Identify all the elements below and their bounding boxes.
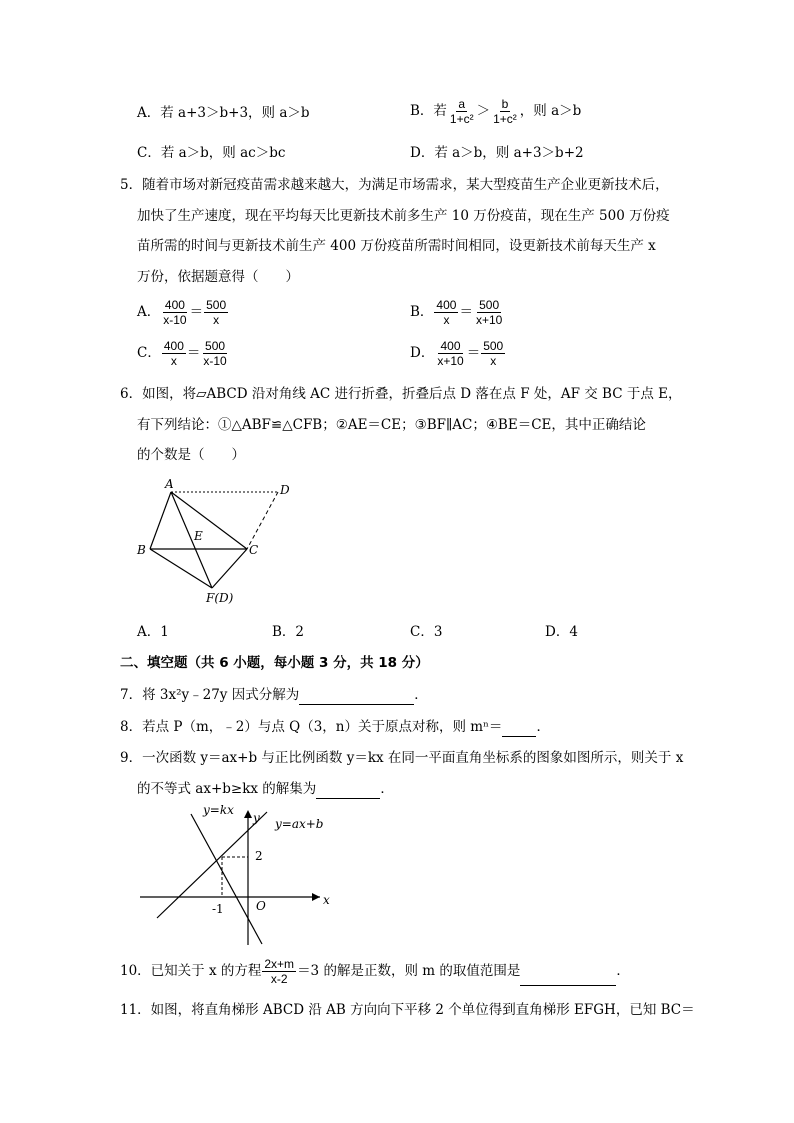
frac-numerator: b bbox=[501, 97, 509, 111]
q4-option-b-prefix: B．若 bbox=[410, 103, 447, 119]
q4-option-b bbox=[410, 97, 581, 126]
q6-option-b: B．2 bbox=[272, 624, 305, 640]
frac-numerator: 2x+m bbox=[264, 957, 295, 971]
q6-option-c: C．3 bbox=[410, 624, 443, 640]
label-y: y bbox=[253, 811, 260, 825]
q4-option-b-frac1 bbox=[448, 97, 476, 126]
label-d: D bbox=[280, 483, 290, 497]
option-label: D． bbox=[410, 345, 435, 361]
frac-numerator: 500 bbox=[205, 339, 226, 353]
label-b: B bbox=[137, 543, 146, 557]
q5-b-frac1 bbox=[434, 298, 458, 327]
frac-numerator: 500 bbox=[479, 298, 500, 312]
q4-option-b-frac2 bbox=[491, 97, 519, 126]
q8-end: ． bbox=[536, 719, 550, 735]
frac-numerator: 400 bbox=[436, 298, 457, 312]
q10-frac bbox=[262, 957, 296, 986]
q6-line-2: 有下列结论：①△ABF≌△CFB；②AE＝CE；③BF∥AC；④BE＝CE，其中正确结论 bbox=[137, 417, 646, 433]
frac-denominator: x-10 bbox=[163, 313, 187, 327]
q9-line-2 bbox=[137, 779, 394, 799]
frac-denominator: x-2 bbox=[270, 972, 288, 986]
q10-suffix: ＝3 的解是正数，则 m 的取值范围是 bbox=[297, 963, 521, 979]
q5-a-frac2 bbox=[204, 298, 228, 327]
equals-sign: ＝ bbox=[186, 345, 201, 361]
q10-answer-blank bbox=[520, 971, 616, 986]
label-origin: O bbox=[256, 899, 266, 913]
q8-text: 8．若点 P（m，﹣2）与点 Q（3，n）关于原点对称，则 mⁿ＝ bbox=[120, 719, 503, 735]
q5-b-frac2 bbox=[474, 298, 504, 327]
q6-line-1: 6．如图，将▱ABCD 沿对角线 AC 进行折叠，折叠后点 D 落在点 F 处，AF 交 BC 于点 E， bbox=[120, 386, 682, 402]
q5-option-b bbox=[410, 298, 505, 327]
frac-denominator: 1+c² bbox=[493, 112, 517, 126]
frac-denominator: x bbox=[443, 313, 450, 327]
label-neg-one: -1 bbox=[212, 902, 224, 916]
q6-option-d: D．4 bbox=[545, 624, 578, 640]
q6-fold-figure bbox=[130, 474, 305, 609]
q10 bbox=[120, 957, 630, 986]
equals-sign: ＝ bbox=[466, 345, 481, 361]
label-x: x bbox=[323, 893, 330, 907]
q9-line-1: 9．一次函数 y＝ax+b 与正比例函数 y＝kx 在同一平面直角坐标系的图象如图所示，则关于 x bbox=[120, 750, 684, 766]
segment-cf bbox=[212, 549, 247, 588]
q5-option-a bbox=[137, 298, 229, 327]
q8 bbox=[120, 717, 550, 737]
frac-numerator: 500 bbox=[483, 339, 504, 353]
frac-numerator: 400 bbox=[440, 339, 461, 353]
frac-denominator: x bbox=[490, 354, 497, 368]
frac-denominator: x bbox=[213, 313, 220, 327]
frac-numerator: 400 bbox=[163, 339, 184, 353]
option-label: A． bbox=[137, 304, 161, 320]
equals-sign: ＝ bbox=[189, 304, 204, 320]
q5-line-2: 加快了生产速度，现在平均每天比更新技术前多生产 10 万份疫苗，现在生产 500 万份疫 bbox=[137, 208, 670, 224]
q9-graph-figure bbox=[135, 800, 335, 948]
segment-ac bbox=[171, 492, 247, 549]
frac-denominator: x+10 bbox=[475, 313, 503, 327]
q7-text: 7．将 3x²y﹣27y 因式分解为 bbox=[120, 687, 300, 703]
q10-end: ． bbox=[616, 963, 630, 979]
option-label: B． bbox=[410, 304, 434, 320]
q5-line-1: 5．随着市场对新冠疫苗需求越来越大，为满足市场需求，某大型疫苗生产企业更新技术后， bbox=[120, 177, 669, 193]
label-c: C bbox=[249, 543, 259, 557]
line-y-kx bbox=[191, 814, 262, 944]
option-label: C． bbox=[137, 345, 161, 361]
q7-end: ． bbox=[414, 687, 428, 703]
frac-numerator: 500 bbox=[206, 298, 227, 312]
y-axis-arrow bbox=[244, 810, 252, 818]
q5-c-frac2 bbox=[201, 339, 228, 368]
q5-option-d bbox=[410, 339, 506, 368]
label-y-ax-b: y=ax+b bbox=[275, 817, 324, 831]
label-a: A bbox=[165, 477, 174, 491]
frac-denominator: x+10 bbox=[437, 354, 464, 368]
segment-dc bbox=[247, 492, 278, 549]
q6-line-3: 的个数是（ ） bbox=[137, 447, 245, 463]
frac-denominator: x-10 bbox=[203, 354, 227, 368]
q7-answer-blank bbox=[299, 690, 414, 705]
segment-af bbox=[171, 492, 212, 588]
section-2-heading: 二、填空题（共 6 小题，每小题 3 分，共 18 分） bbox=[120, 655, 429, 671]
segment-bf bbox=[150, 549, 212, 588]
frac-numerator: a bbox=[458, 97, 466, 111]
q5-d-frac1 bbox=[435, 339, 465, 368]
equals-sign: ＝ bbox=[459, 304, 473, 320]
q11-line-1: 11．如图，将直角梯形 ABCD 沿 AB 方向向下平移 2 个单位得到直角梯形 EFGH，已知 BC＝ bbox=[120, 1002, 695, 1018]
q6-option-a: A．1 bbox=[137, 624, 169, 640]
q4-option-b-suffix: ，则 a＞b bbox=[519, 103, 582, 119]
q4-option-b-gt: ＞ bbox=[476, 103, 491, 119]
frac-numerator: 400 bbox=[164, 298, 185, 312]
frac-denominator: x bbox=[170, 354, 177, 368]
q9-end: ． bbox=[380, 781, 394, 797]
q4-option-d: D．若 a＞b，则 a+3＞b+2 bbox=[410, 145, 584, 161]
q4-option-c: C．若 a＞b，则 ac＞bc bbox=[137, 145, 286, 161]
q7 bbox=[120, 685, 428, 705]
label-f: F(D) bbox=[206, 591, 234, 605]
q5-a-frac1 bbox=[161, 298, 188, 327]
label-two: 2 bbox=[255, 849, 263, 863]
q4-option-a: A．若 a+3＞b+3，则 a＞b bbox=[137, 105, 310, 121]
q5-line-3: 苗所需的时间与更新技术前生产 400 万份疫苗所需时间相同，设更新技术前每天生产 x bbox=[137, 238, 656, 254]
q10-prefix: 10．已知关于 x 的方程 bbox=[120, 963, 262, 979]
q9-answer-blank bbox=[316, 784, 380, 799]
frac-denominator: 1+c² bbox=[449, 112, 474, 126]
q8-answer-blank bbox=[502, 722, 536, 737]
q5-d-frac2 bbox=[481, 339, 505, 368]
q5-option-c bbox=[137, 339, 230, 368]
x-axis-arrow bbox=[312, 893, 320, 901]
q5-c-frac1 bbox=[162, 339, 186, 368]
q5-line-4: 万份，依据题意得（ ） bbox=[137, 269, 299, 285]
segment-ab bbox=[150, 492, 171, 549]
label-y-kx: y=kx bbox=[203, 803, 234, 817]
q9-line-2-text: 的不等式 ax+b≥kx 的解集为 bbox=[137, 781, 317, 797]
label-e: E bbox=[194, 529, 203, 543]
